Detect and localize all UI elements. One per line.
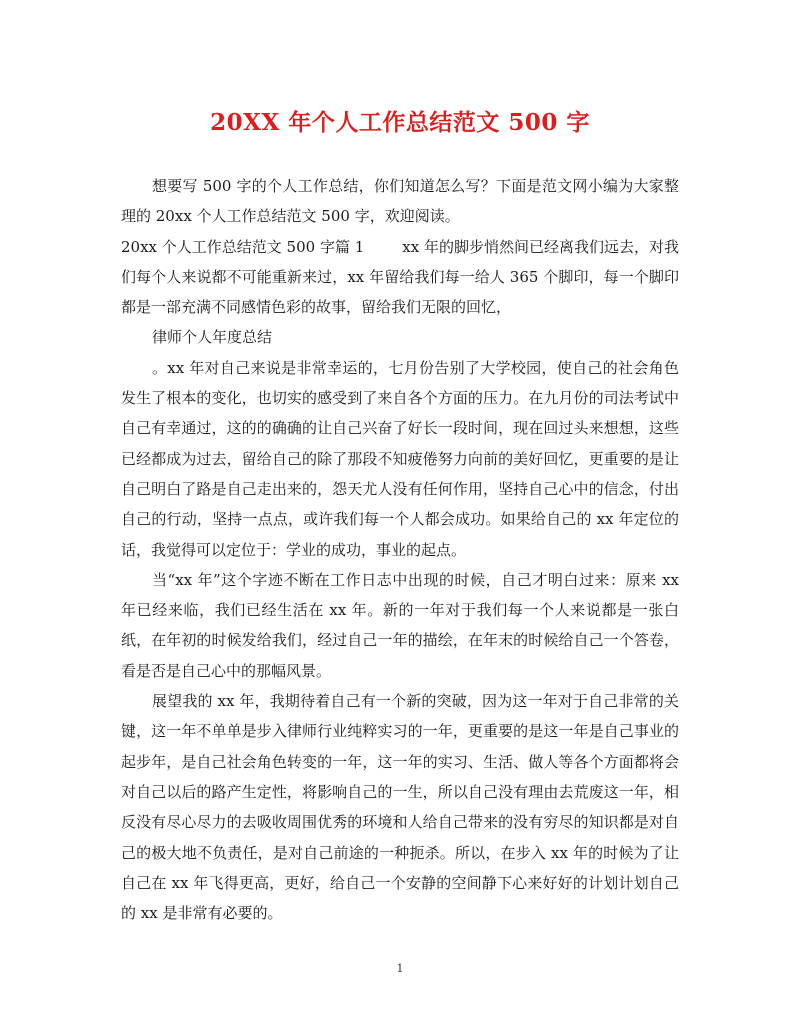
body-paragraph-3: 展望我的 xx 年，我期待着自己有一个新的突破，因为这一年对于自己非常的关键，这一年不单单是步入律师行业纯粹实习的一年，更重要的是这一年是自己事业的起步年，是自己社会角色转变的一年，这一年的实习、生活、做人等各个方面都将会对自己以后的路产生定性，将影响自己的一生，所以自己没有理由去荒废这一年，相反没有尽心尽力的去吸收周围优秀的环境和人给自己带来的没有穷尽的知识都是对自己的极大地不负责任，是对自己前途的一种扼杀。所以，在步入 xx 年的时候为了让自己在 xx 年飞得更高，更好，给自己一个安静的空间静下心来好好的计划计划自己的 xx 是非常有必要的。 [121, 692, 679, 923]
document-title: 20XX 年个人工作总结范文 500 字 [210, 109, 590, 136]
intro-paragraph: 想要写 500 字的个人工作总结，你们知道怎么写？下面是范文网小编为大家整理的 20xx 个人工作总结范文 500 字，欢迎阅读。 [121, 177, 679, 226]
subheading: 律师个人年度总结 [152, 328, 273, 347]
page-number: 1 [396, 962, 404, 975]
body-paragraph-1: 。xx 年对自己来说是非常幸运的，七月份告别了大学校园，使自己的社会角色发生了根本的变化，也切实的感受到了来自各个方面的压力。在九月份的司法考试中自己有幸通过，这的的确确的让自己兴奋了好长一段时间，现在回过头来想想，这些已经都成为过去，留给自己的除了那段不知疲倦努力向前的美好回忆，更重要的是让自己明白了路是自己走出来的，怨天尤人没有任何作用，坚持自己心中的信念，付出自己的行动，坚持一点点，或许我们每一个人都会成功。如果给自己的 xx 年定位的话，我觉得可以定位于：学业的成功，事业的起点。 [121, 358, 679, 559]
body-paragraph-2: 当“xx 年”这个字迹不断在工作日志中出现的时候，自己才明白过来：原来 xx 年已经来临，我们已经生活在 xx 年。新的一年对于我们每一个人来说都是一张白纸，在年初的时候发给我们，经过自己一年的描绘，在年末的时候给自己一个答卷，看是否是自己心中的那幅风景。 [121, 570, 679, 680]
document-body [121, 171, 679, 928]
section-heading-text: xx 年的脚步悄然间已经离我们远去，对我们每个人来说都不可能重新来过，xx 年留给我们每一给人 365 个脚印，每一个脚印都是一部充满不同感情色彩的故事，留给我们无限的回忆， [121, 237, 679, 317]
heading-paragraph [121, 232, 679, 323]
section-heading: 20xx 个人工作总结范文 500 字篇 1 [121, 237, 365, 256]
